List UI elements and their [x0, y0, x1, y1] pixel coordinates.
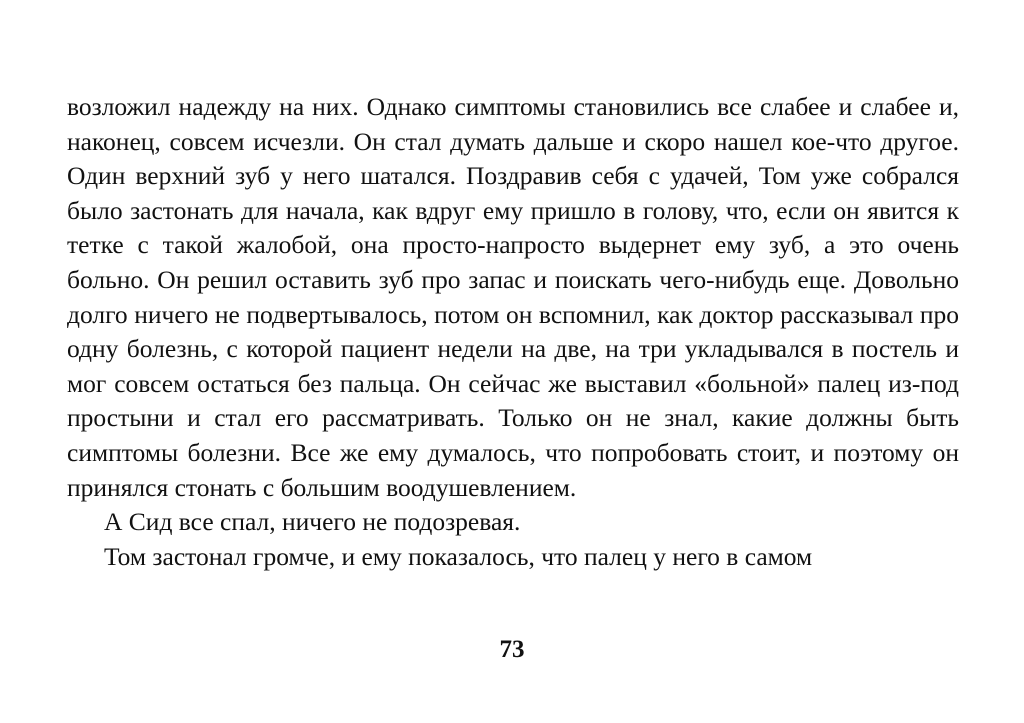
paragraph-continued: возложил надежду на них. Однако симптомы становились все слабее и слабее и, наконец, совсем исчезли. Он стал думать дальше и скоро нашел кое-что другое. Один верхний зуб у него шатался. Поздравив себя с удачей, Том уже собрался было застонать для начала, как вдруг ему пришло в голову, что, если он явится к тетке с такой жалобой, она просто-напросто выдернет ему зуб, а это очень больно. Он решил оставить зуб про запас и поискать чего-нибудь еще. Довольно долго ничего не подвертывалось, потом он вспомнил, как доктор рассказывал про одну болезнь, с которой пациент недели на две, на три укладывался в постель и мог совсем остаться без пальца. Он сейчас же выставил «больной» палец из-под простыни и стал его рассматривать. Только он не знал, какие должны быть симптомы болезни. Все же ему думалось, что попробовать стоит, и поэтому он принялся стонать с большим воодушевлением. — [67, 92, 959, 502]
body-text — [67, 90, 959, 574]
paragraph-tom-groaned: Том застонал громче, и ему показалось, что палец у него в самом — [104, 541, 813, 571]
paragraph-sid-sleeping: А Сид все спал, ничего не подозревая. — [104, 507, 521, 537]
page-number: 73 — [499, 636, 525, 663]
